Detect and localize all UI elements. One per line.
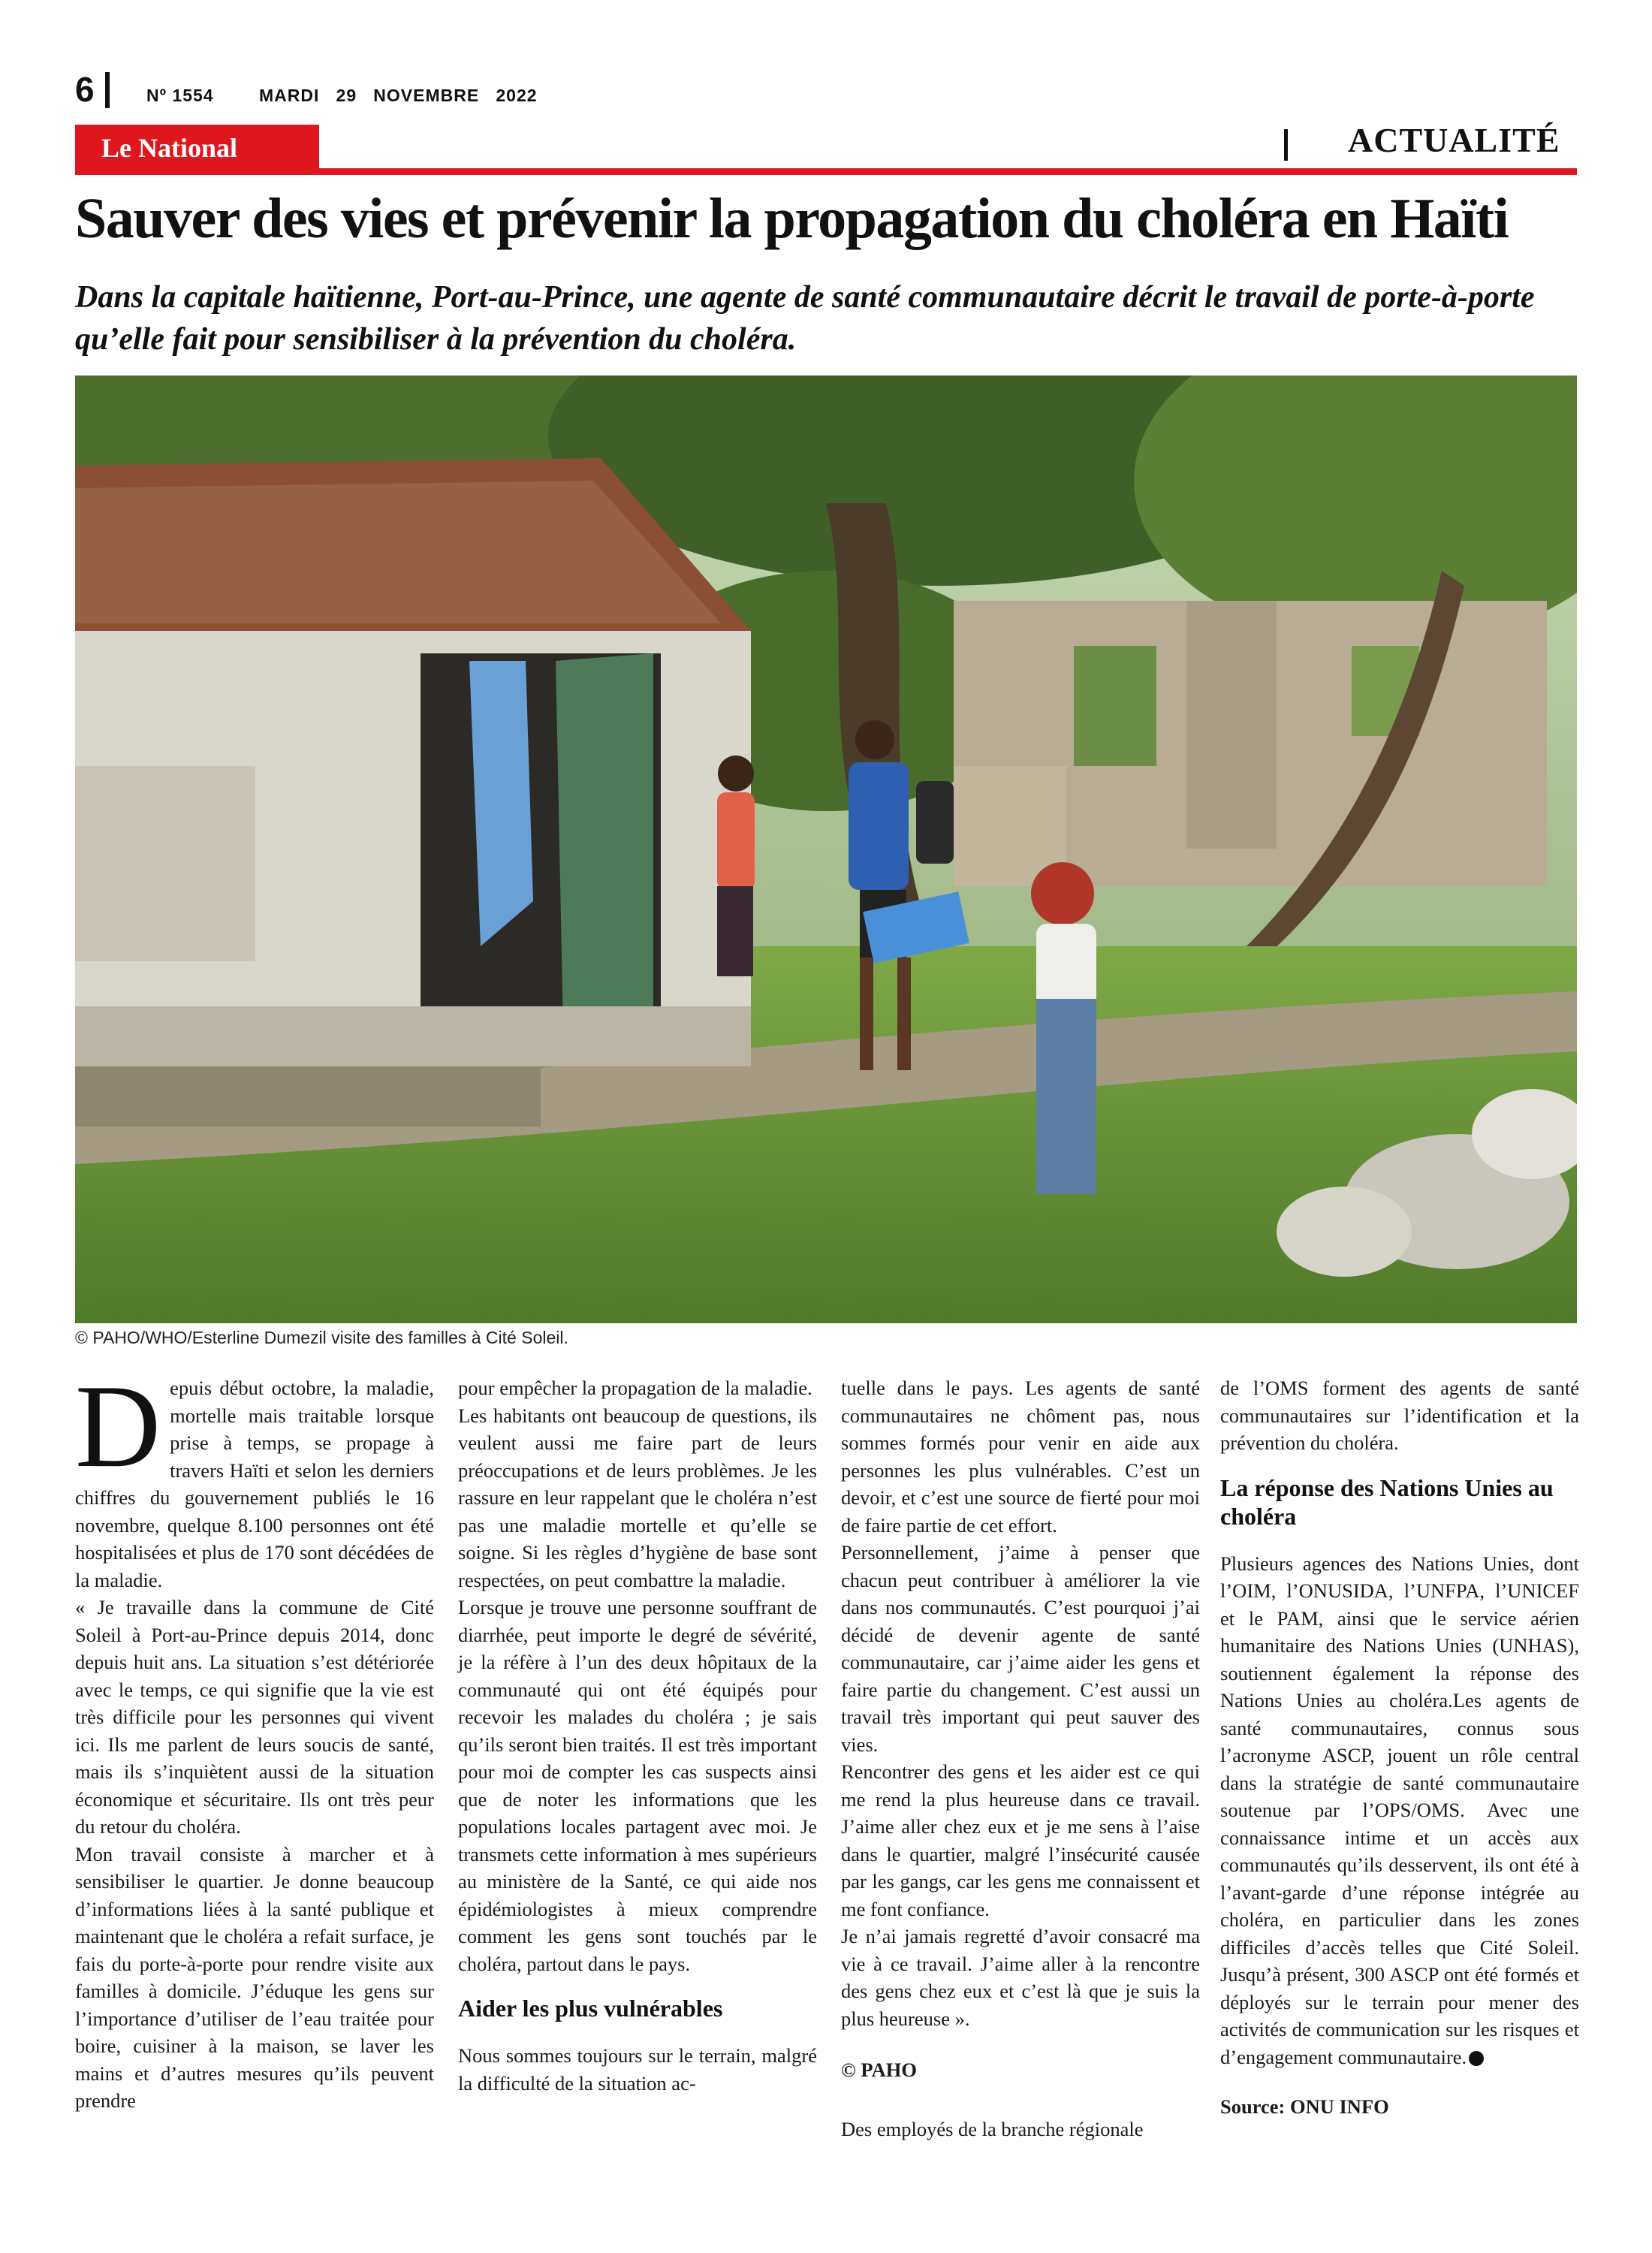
page-number: 6 xyxy=(75,70,95,109)
publication-name: Le National xyxy=(101,133,238,163)
photo-illustration xyxy=(75,376,1577,1323)
paragraph-text: Plusieurs agences des Nations Unies, dont l’OIM, l’ONUSIDA, l’UNFPA, l’UNICEF et le PAM, ainsi que le service aérien humanitaire des Nations Unies (UNHAS), soutiennent également la réponse des Nations Unies au choléra.Les agents de santé communautaires, connus sous l’acronyme ASCP, jouent un rôle central dans la stratégie de santé communautaire soutenue par l’OPS/OMS. Avec une connaissance intime et un accès aux communautés qu’ils desservent, ils ont été à l’avant-garde d’une réponse intégrée au choléra, en particulier dans les zones difficiles d’accès telles que Cité Soleil. Jusqu’à présent, 300 ASCP ont été formés et déployés sur le terrain pour mener des activités de communication sur les risques et d’engagement communautaire. xyxy=(1220,1552,1579,2068)
issue-number: Nº 1554 xyxy=(146,86,214,105)
subheading: Aider les plus vulnérables xyxy=(458,1995,723,2022)
section-label: ACTUALITÉ xyxy=(1348,121,1560,159)
paragraph xyxy=(1220,1550,1579,2071)
paragraph: Les habitants ont beaucoup de questions, ils veulent aussi me faire part de leurs préoccupations et de leurs problèmes. Je les rassure en leur rappelant que le choléra n’est pas une maladie mortelle et qu’elle se soigne. Si les règles d’hygiène de base sont respectées, on peut combattre la maladie. xyxy=(458,1404,817,1591)
drop-cap: D xyxy=(75,1361,161,1492)
article-photo xyxy=(75,376,1577,1323)
issue-date: MARDI 29 NOVEMBRE 2022 xyxy=(259,86,538,105)
photo-credit: © PAHO xyxy=(841,2058,918,2081)
paragraph xyxy=(75,1361,434,1594)
end-of-article-icon xyxy=(1469,2051,1484,2066)
paragraph: Je n’ai jamais regretté d’avoir consacré ma vie à ce travail. J’aime aller à la rencontre des gens chez eux et c’est là que je suis la plus heureuse ». xyxy=(841,1925,1200,2030)
page-number-divider xyxy=(105,72,110,108)
paragraph: pour empêcher la propagation de la maladie. xyxy=(458,1377,812,1399)
article-column-1 xyxy=(75,1361,434,2115)
paragraph: de l’OMS forment des agents de santé communautaires sur l’identification et la prévention du choléra. xyxy=(1220,1377,1579,1454)
article-column-2 xyxy=(458,1374,817,2097)
paragraph: « Je travaille dans la commune de Cité Soleil à Port-au-Prince depuis 2014, donc depuis huit ans. La situation s’est détériorée avec le temps, ce qui signifie que la vie est très difficile pour les personnes qui vivent ici. Ils me parlent de leurs soucis de santé, mais ils s’inquiètent aussi de la situation économique et sécuritaire. Ils ont très peur du retour du choléra. xyxy=(75,1596,434,1838)
header-rule xyxy=(75,168,1577,175)
paragraph: Lorsque je trouve une personne souffrant de diarrhée, peut importe le degré de sévérité, je la réfère à l’un des deux hôpitaux de la communauté qui ont été équipés pour recevoir les malades du choléra ; je sais qu’ils seront bien traités. Il est très important pour moi de compter les cas suspects ainsi que de noter les informations que les populations locales partagent avec moi. Je transmets cette information à mes supérieurs au ministère de la Santé, ce qui aide nos épidémiologistes à mieux comprendre comment les gens sont touchés par le choléra, partout dans le pays. xyxy=(458,1596,817,1975)
article-column-3 xyxy=(841,1374,1200,2143)
article-column-4 xyxy=(1220,1374,1579,2121)
paragraph: Des employés de la branche régionale xyxy=(841,2117,1144,2140)
paragraph: Rencontrer des gens et les aider est ce qui me rend la plus heureuse dans ce travail. J’aime aller chez eux et je me sens à l’aise dans le quartier, malgré l’insécurité causée par les gangs, car les gens me connaissent et me font confiance. xyxy=(841,1760,1200,1920)
paragraph: tuelle dans le pays. Les agents de santé communautaires ne chôment pas, nous sommes formés pour venir en aide aux personnes les plus vulnérables. C’est un devoir, et c’est une source de fierté pour moi de faire partie de cet effort. xyxy=(841,1377,1200,1537)
article-standfirst: Dans la capitale haïtienne, Port-au-Prince, une agente de santé communautaire décrit le travail de porte-à-porte qu’elle fait pour sensibiliser à la prévention du choléra. xyxy=(75,280,1535,357)
section-divider xyxy=(1284,129,1288,161)
photo-caption: © PAHO/WHO/Esterline Dumezil visite des familles à Cité Soleil. xyxy=(75,1328,568,1347)
paragraph-text: epuis début octobre, la maladie, mortelle mais traitable lorsque prise à temps, se propage à travers Haïti et selon les derniers chiffres du gouvernement publiés le 16 novembre, quelque 8.100 personnes ont été hospitalisées et plus de 170 sont décédées de la maladie. xyxy=(75,1377,434,1591)
subheading: La réponse des Nations Unies au choléra xyxy=(1220,1473,1554,1530)
paragraph: Mon travail consiste à marcher et à sensibiliser le quartier. Je donne beaucoup d’informations liées à la santé publique et maintenant que le choléra a refait surface, je fais du porte-à-porte pour rendre visite aux familles à domicile. J’éduque les gens sur l’importance d’utiliser de l’eau traitée pour boire, cuisiner à la maison, se laver les mains et d’autres mesures qu’ils peuvent prendre xyxy=(75,1842,434,2112)
article-source: Source: ONU INFO xyxy=(1220,2095,1389,2118)
paragraph: Nous sommes toujours sur le terrain, malgré la difficulté de la situation ac- xyxy=(458,2044,817,2095)
paragraph: Personnellement, j’aime à penser que chacun peut contribuer à améliorer la vie dans nos communautés. C’est pourquoi j’ai décidé de devenir agente de santé communautaire, car j’aime aider les gens et faire partie du changement. C’est aussi un travail très important qui peut sauver des vies. xyxy=(841,1541,1200,1756)
article-headline: Sauver des vies et prévenir la propagation du choléra en Haïti xyxy=(75,187,1509,250)
